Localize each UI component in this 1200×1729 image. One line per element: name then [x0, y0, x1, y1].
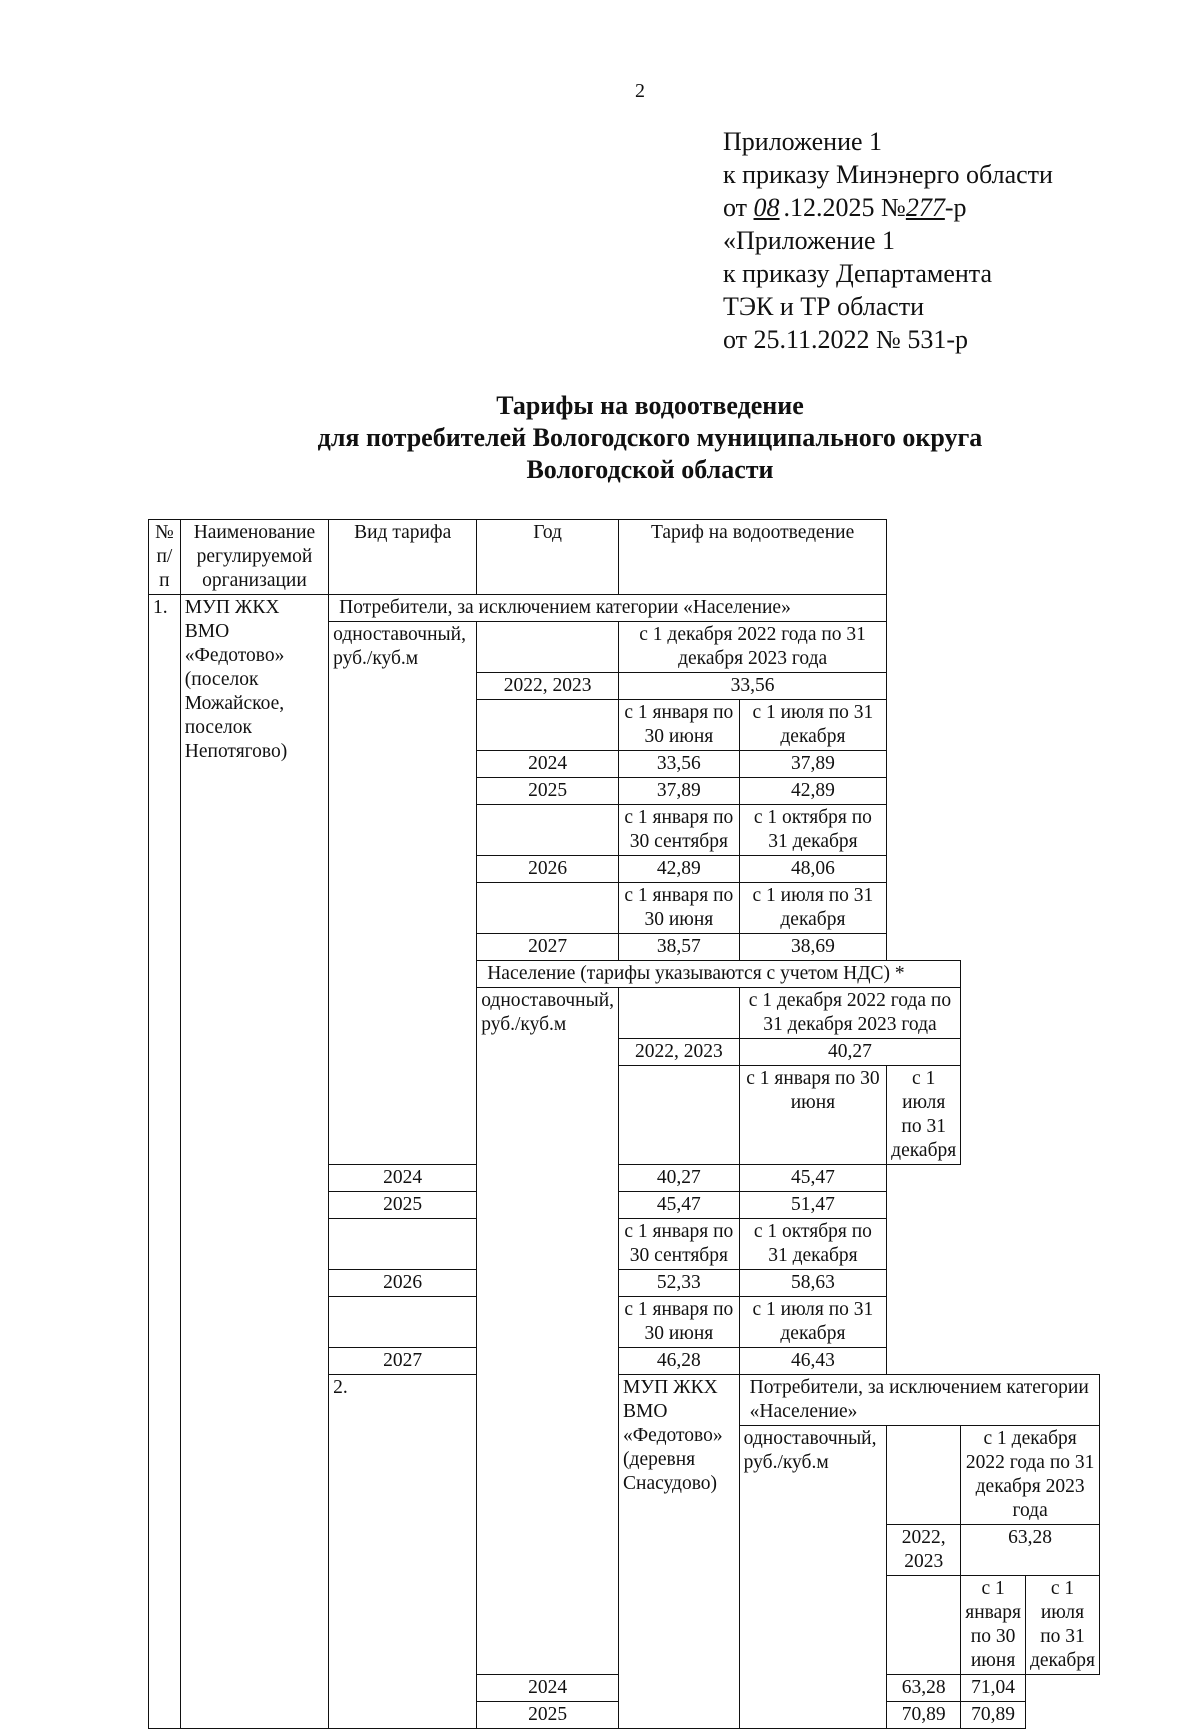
- tariff-value: 52,33: [619, 1270, 740, 1297]
- title-line: для потребителей Вологодского муниципального округа: [317, 423, 983, 452]
- year-cell: 2022, 2023: [477, 673, 619, 700]
- tariff-value: 37,89: [739, 751, 887, 778]
- appendix-line: от 25.11.2022 № 531-р: [723, 325, 969, 354]
- year-cell: [887, 1576, 961, 1675]
- tariff-value: 45,47: [739, 1165, 887, 1192]
- year-cell: 2024: [329, 1165, 477, 1192]
- period-header: с 1 января по 30 июня: [619, 700, 740, 751]
- year-cell: 2025: [477, 1702, 619, 1729]
- period-header: с 1 октября по 31 декабря: [739, 1219, 887, 1270]
- tariff-value: 40,27: [739, 1039, 961, 1066]
- tariff-value: 51,47: [739, 1192, 887, 1219]
- period-header: с 1 января по 30 июня: [739, 1066, 887, 1165]
- year-cell: 2022, 2023: [887, 1525, 961, 1576]
- title-line: Вологодской области: [526, 455, 774, 484]
- year-cell: 2024: [477, 1675, 619, 1702]
- order-number-handwritten: 277: [905, 193, 945, 222]
- period-header: с 1 июля по 31 декабря: [739, 1297, 887, 1348]
- period-header: с 1 июля по 31 декабря: [887, 1066, 961, 1165]
- order-date-prefix: от: [723, 193, 754, 222]
- year-cell: [477, 622, 619, 673]
- order-date-line: [723, 191, 1053, 224]
- header-org: Наименование регулируемой организации: [180, 520, 328, 595]
- period-header: с 1 июля по 31 декабря: [1025, 1576, 1099, 1675]
- period-header: с 1 декабря 2022 года по 31 декабря 2023 года: [739, 988, 961, 1039]
- year-cell: 2027: [477, 934, 619, 961]
- tariff-value: 38,57: [619, 934, 740, 961]
- year-cell: [477, 883, 619, 934]
- period-header: с 1 декабря 2022 года по 31 декабря 2023 года: [961, 1426, 1100, 1525]
- category-label: Потребители, за исключением категории «Население»: [329, 595, 887, 622]
- header-tariff: Тариф на водоотведение: [619, 520, 887, 595]
- year-cell: [619, 988, 740, 1039]
- header-kind: Вид тарифа: [329, 520, 477, 595]
- tariff-value: 45,47: [619, 1192, 740, 1219]
- table-row: [149, 595, 1100, 622]
- appendix-line: Приложение 1: [723, 127, 883, 156]
- row-num: 2.: [329, 1375, 477, 1729]
- tariff-value: 71,04: [961, 1675, 1026, 1702]
- year-cell: 2026: [477, 856, 619, 883]
- tariff-table: [148, 519, 1100, 1729]
- tariff-value: 48,06: [739, 856, 887, 883]
- page-number: 2: [635, 80, 645, 102]
- year-cell: 2022, 2023: [619, 1039, 740, 1066]
- document-title: [150, 390, 1150, 486]
- year-cell: [887, 1426, 961, 1525]
- tariff-value: 46,28: [619, 1348, 740, 1375]
- year-cell: 2024: [477, 751, 619, 778]
- period-header: с 1 января по 30 сентября: [619, 1219, 740, 1270]
- year-cell: [619, 1066, 740, 1165]
- period-header: с 1 января по 30 июня: [619, 1297, 740, 1348]
- year-cell: 2027: [329, 1348, 477, 1375]
- table-header-row: [149, 520, 1100, 595]
- appendix-header: [723, 125, 1053, 356]
- order-day-handwritten: 08: [753, 193, 780, 222]
- tariff-value: 70,89: [961, 1702, 1026, 1729]
- tariff-value: 58,63: [739, 1270, 887, 1297]
- header-num: № п/п: [149, 520, 181, 595]
- period-header: с 1 января по 30 июня: [961, 1576, 1026, 1675]
- tariff-value: 42,89: [619, 856, 740, 883]
- appendix-line: ТЭК и ТР области: [723, 292, 925, 321]
- category-label: Потребители, за исключением категории «Население»: [739, 1375, 1099, 1426]
- row-org: МУП ЖКХ ВМО «Федотово» (поселок Можайское, поселок Непотягово): [180, 595, 328, 1729]
- appendix-line: к приказу Минэнерго области: [723, 160, 1053, 189]
- tariff-value: 63,28: [961, 1525, 1100, 1576]
- tariff-value: 33,56: [619, 673, 887, 700]
- tariff-kind: одноставочный, руб./куб.м: [329, 622, 477, 1165]
- header-year: Год: [477, 520, 619, 595]
- tariff-value: 70,89: [887, 1702, 961, 1729]
- year-cell: 2026: [329, 1270, 477, 1297]
- period-header: с 1 января по 30 сентября: [619, 805, 740, 856]
- year-cell: [329, 1297, 477, 1348]
- period-header: с 1 июля по 31 декабря: [739, 700, 887, 751]
- period-header: с 1 декабря 2022 года по 31 декабря 2023 года: [619, 622, 887, 673]
- category-label: Население (тарифы указываются с учетом НДС) *: [477, 961, 961, 988]
- title-line: Тарифы на водоотведение: [496, 391, 804, 420]
- tariff-value: 33,56: [619, 751, 740, 778]
- tariff-value: 42,89: [739, 778, 887, 805]
- tariff-value: 63,28: [887, 1675, 961, 1702]
- year-cell: 2025: [329, 1192, 477, 1219]
- appendix-line: к приказу Департамента: [723, 259, 993, 288]
- period-header: с 1 октября по 31 декабря: [739, 805, 887, 856]
- tariff-value: 40,27: [619, 1165, 740, 1192]
- row-org: МУП ЖКХ ВМО «Федотово» (деревня Снасудово): [619, 1375, 740, 1729]
- order-date-rest: .12.2025 №: [783, 193, 906, 222]
- tariff-value: 38,69: [739, 934, 887, 961]
- tariff-value: 46,43: [739, 1348, 887, 1375]
- row-num: 1.: [149, 595, 181, 1729]
- tariff-kind: одноставочный, руб./куб.м: [477, 988, 619, 1675]
- period-header: с 1 января по 30 июня: [619, 883, 740, 934]
- appendix-line: «Приложение 1: [723, 226, 896, 255]
- tariff-kind: одноставочный, руб./куб.м: [739, 1426, 887, 1729]
- period-header: с 1 июля по 31 декабря: [739, 883, 887, 934]
- year-cell: 2025: [477, 778, 619, 805]
- order-date-suffix: -р: [944, 193, 967, 222]
- year-cell: [329, 1219, 477, 1270]
- year-cell: [477, 700, 619, 751]
- tariff-value: 37,89: [619, 778, 740, 805]
- year-cell: [477, 805, 619, 856]
